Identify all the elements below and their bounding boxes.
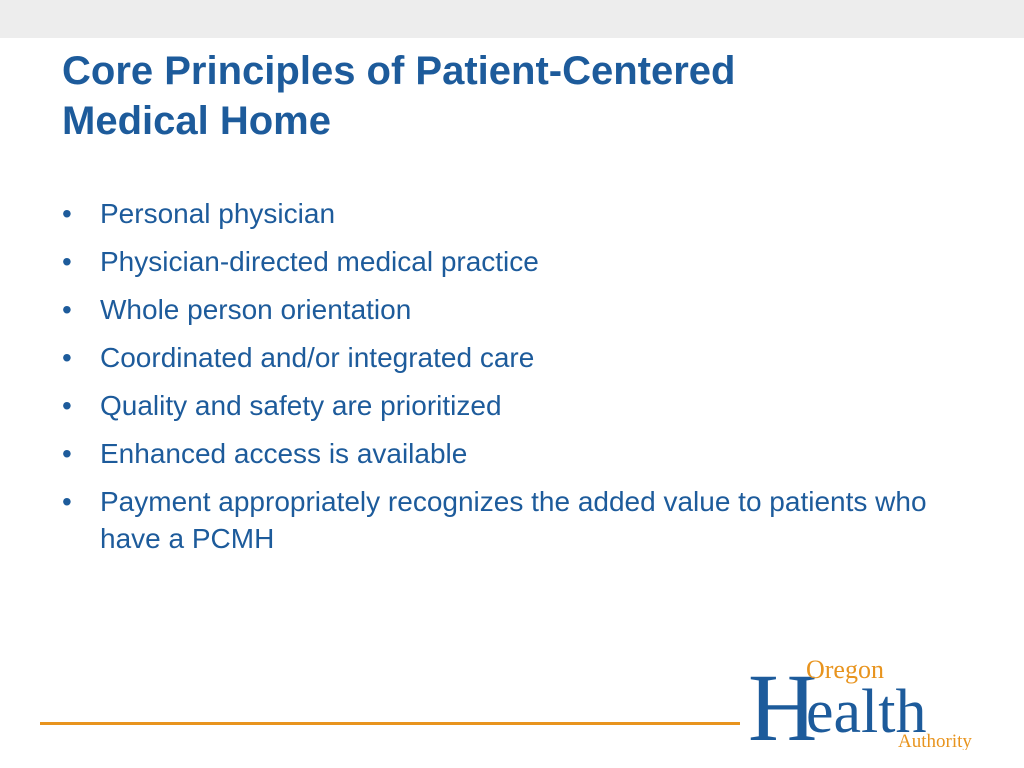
slide-title-line-2: Medical Home — [62, 99, 331, 143]
bullet-text: Coordinated and/or integrated care — [100, 342, 535, 373]
bullet-list — [58, 195, 938, 568]
bullet-dot-icon: • — [62, 486, 72, 517]
bullet-text: Enhanced access is available — [100, 438, 468, 469]
bullet-dot-icon: • — [62, 294, 72, 325]
bullet-text: Quality and safety are prioritized — [100, 390, 502, 421]
bullet-dot-icon: • — [62, 342, 72, 373]
bullet-item — [58, 387, 938, 424]
bullet-dot-icon: • — [62, 198, 72, 229]
bullet-dot-icon: • — [62, 246, 72, 277]
bullet-text: Personal physician — [100, 198, 336, 229]
bullet-text: Whole person orientation — [100, 294, 412, 325]
top-band — [0, 0, 1024, 38]
bullet-text: Payment appropriately recognizes the added value to patients who have a PCMH — [100, 486, 927, 554]
bullet-item — [58, 291, 938, 328]
oregon-health-authority-logo — [748, 652, 998, 750]
bullet-item — [58, 339, 938, 376]
bullet-dot-icon: • — [62, 438, 72, 469]
bullet-text: Physician-directed medical practice — [100, 246, 539, 277]
logo-authority-text: Authority — [898, 731, 972, 750]
slide-title-line-1: Core Principles of Patient-Centered — [62, 49, 736, 93]
footer-rule — [40, 722, 740, 725]
bullet-item — [58, 243, 938, 280]
logo-ealth-text: ealth — [806, 678, 927, 746]
bullet-dot-icon: • — [62, 390, 72, 421]
slide-title — [62, 46, 962, 146]
bullet-item — [58, 195, 938, 232]
logo-oregon-text: Oregon — [806, 655, 884, 684]
bullet-item — [58, 483, 938, 557]
logo-h-letter: H — [748, 654, 818, 750]
bullet-item — [58, 435, 938, 472]
